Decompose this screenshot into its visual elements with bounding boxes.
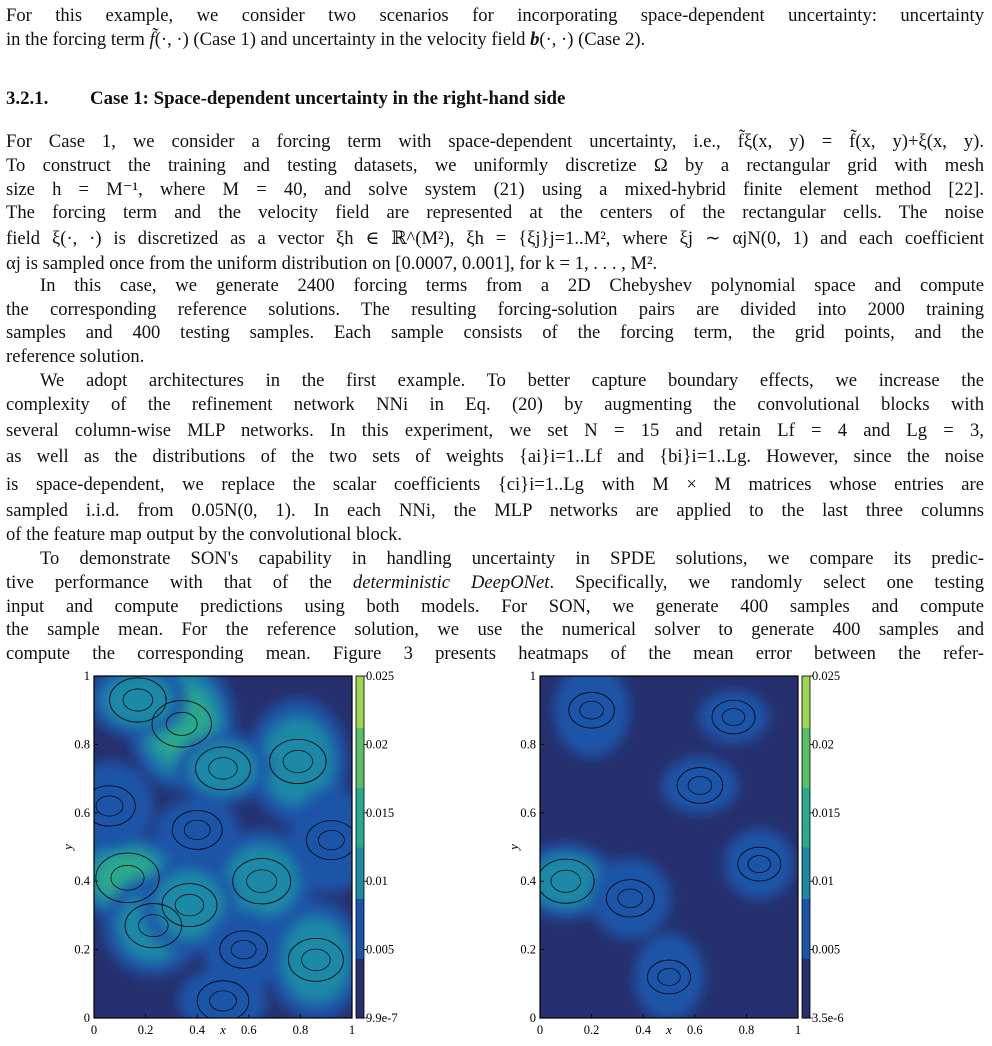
y-tick-label: 0.6: [74, 805, 90, 820]
colorbar-segment: [802, 744, 810, 753]
p1-line-1: For Case 1, we consider a forcing term with space-dependent uncertainty, i.e., f̃ξ(x, y) = f̃(x, y)+ξ(x, y).: [6, 131, 984, 152]
heatmap-hotspot: [102, 673, 173, 726]
figure-3-heatmaps: [0, 666, 992, 1046]
y-tick-label: 1: [83, 669, 90, 683]
p1-line-3: size h = M⁻¹, where M = 40, and solve system (21) using a mixed-hybrid finite element method [22].: [6, 179, 984, 200]
colorbar-segment: [356, 830, 364, 839]
x-tick-label: 0.2: [583, 1023, 600, 1037]
colorbar-segment: [356, 898, 364, 907]
colorbar-segment: [356, 924, 364, 933]
p2-line-3: samples and 400 testing samples. Each sample consists of the forcing term, the grid points, and the: [6, 322, 984, 343]
colorbar-segment: [356, 1009, 364, 1018]
colorbar-segment: [802, 1009, 810, 1018]
heatmap-hotspot: [699, 691, 769, 744]
colorbar-segment: [802, 856, 810, 865]
colorbar-segment: [802, 719, 810, 728]
x-tick-label: 0.6: [240, 1023, 257, 1037]
heatmap-hotspot: [634, 933, 704, 1021]
colorbar-segment: [356, 787, 364, 796]
intro-text: (·, ·) (Case 1) and uncertainty in the velocity field: [154, 29, 531, 50]
colorbar-segment: [802, 1001, 810, 1010]
p4-line-4: the sample mean. For the reference solution, we use the numerical solver to generate 400 samples and: [6, 619, 984, 640]
colorbar-segment: [356, 736, 364, 745]
colorbar-tick-label: 0.015: [812, 805, 841, 820]
colorbar-segment: [356, 702, 364, 711]
heatmap-hotspot: [590, 858, 670, 938]
colorbar-tick-label: 3.5e-6: [812, 1011, 844, 1025]
colorbar-tick-label: 0.02: [812, 737, 834, 752]
colorbar-segment: [802, 890, 810, 899]
colorbar-segment: [802, 924, 810, 933]
heatmap-right: [506, 666, 844, 1037]
colorbar-segment: [356, 744, 364, 753]
colorbar-segment: [356, 1001, 364, 1010]
p4-line-1: To demonstrate SON's capability in handling uncertainty in SPDE solutions, we compare its predic-: [40, 548, 984, 569]
colorbar-segment: [802, 796, 810, 805]
p4-text: . Specifically, we randomly select one testing: [549, 572, 984, 593]
p4-line-5: compute the corresponding mean. Figure 3 presents heatmaps of the mean error between the refer-: [6, 643, 984, 664]
x-tick-label: 0.6: [686, 1023, 703, 1037]
x-tick-label: 1: [348, 1023, 356, 1037]
colorbar-segment: [356, 967, 364, 976]
colorbar-segment: [802, 873, 810, 882]
colorbar-tick-label: 0.025: [366, 669, 395, 683]
heatmap-hotspot: [662, 757, 738, 814]
intro-text: in the forcing term: [6, 29, 150, 50]
colorbar-segment: [802, 762, 810, 771]
colorbar-segment: [802, 847, 810, 856]
colorbar-segment: [802, 933, 810, 942]
p1-line-6: αj is sampled once from the uniform distribution on [0.0007, 0.001], for k = 1, . . . , M².: [6, 253, 658, 274]
colorbar-segment: [356, 676, 364, 685]
colorbar-segment: [802, 727, 810, 736]
colorbar-segment: [356, 821, 364, 830]
colorbar-tick-label: 0.01: [812, 874, 834, 889]
colorbar-segment: [356, 770, 364, 779]
colorbar-segment: [802, 950, 810, 959]
p3-line-6: sampled i.i.d. from 0.05N(0, 1). In each NNi, the MLP networks are applied to the last three columns: [6, 500, 984, 521]
colorbar-segment: [802, 710, 810, 719]
colorbar-tick-label: 0.025: [812, 669, 841, 683]
y-tick-label: 0.8: [520, 737, 536, 752]
colorbar-segment: [802, 864, 810, 873]
colorbar-segment: [356, 856, 364, 865]
colorbar-segment: [802, 967, 810, 976]
y-tick-label: 0: [529, 1011, 536, 1025]
y-tick-label: 0.6: [520, 805, 536, 820]
colorbar-segment: [802, 813, 810, 822]
p1-line-2: To construct the training and testing datasets, we uniformly discretize Ω by a rectangular grid with mesh: [6, 155, 984, 176]
p2-line-2: the corresponding reference solutions. The resulting forcing-solution pairs are divided into 2000 training: [6, 299, 984, 320]
math-b: b: [530, 29, 540, 50]
heatmap-hotspot: [724, 829, 794, 899]
y-tick-label: 0.2: [74, 942, 90, 957]
p1-line-5: field ξ(·, ·) is discretized as a vector ξh ∈ ℝ^(M²), ξh = {ξj}j=1..M², where ξj ∼ αjN(0, 1) and each coefficient: [6, 228, 984, 249]
p4-emphasis: deterministic DeepONet: [352, 572, 550, 593]
colorbar-segment: [356, 950, 364, 959]
y-axis-label: y: [506, 844, 521, 850]
colorbar-segment: [356, 915, 364, 924]
colorbar-segment: [356, 719, 364, 728]
colorbar-segment: [356, 992, 364, 1001]
colorbar-segment: [356, 685, 364, 694]
colorbar-segment: [356, 958, 364, 967]
x-tick-label: 1: [794, 1023, 802, 1037]
y-tick-label: 1: [529, 669, 536, 683]
heatmap-hotspot: [189, 743, 258, 795]
p4-text: tive performance with that of the: [6, 572, 353, 593]
colorbar-segment: [802, 702, 810, 711]
colorbar-segment: [356, 693, 364, 702]
colorbar-segment: [356, 753, 364, 762]
y-tick-label: 0: [83, 1011, 90, 1025]
intro-line-1: For this example, we consider two scenarios for incorporating space-dependent uncertainty: uncertainty: [6, 5, 984, 26]
colorbar-segment: [802, 753, 810, 762]
colorbar-segment: [802, 736, 810, 745]
y-tick-label: 0.4: [74, 874, 90, 889]
p4-line-2: [6, 571, 984, 594]
x-tick-label: 0.8: [738, 1023, 755, 1037]
colorbar-segment: [356, 779, 364, 788]
heatmap-hotspot: [155, 798, 240, 862]
x-tick-label: 0.4: [189, 1023, 206, 1037]
colorbar-segment: [356, 813, 364, 822]
p3-line-1: We adopt architectures in the first example. To better capture boundary effects, we increase the: [40, 370, 984, 391]
colorbar-segment: [356, 907, 364, 916]
colorbar-segment: [802, 685, 810, 694]
colorbar-segment: [802, 898, 810, 907]
colorbar-segment: [802, 941, 810, 950]
colorbar-segment: [802, 975, 810, 984]
colorbar-segment: [802, 984, 810, 993]
y-tick-label: 0.4: [520, 874, 536, 889]
x-tick-label: 0.2: [137, 1023, 154, 1037]
colorbar-segment: [802, 915, 810, 924]
colorbar-segment: [356, 890, 364, 899]
intro-line-2: [6, 28, 984, 51]
section-number: 3.2.1.: [6, 88, 49, 109]
heatmap-left: [60, 666, 398, 1037]
x-axis-label: x: [220, 1022, 226, 1037]
x-axis-label: x: [666, 1022, 672, 1037]
colorbar-segment: [802, 838, 810, 847]
colorbar-segment: [802, 992, 810, 1001]
p2-line-1: In this case, we generate 2400 forcing terms from a 2D Chebyshev polynomial space and compute: [40, 275, 984, 296]
colorbar-segment: [356, 727, 364, 736]
colorbar-segment: [802, 907, 810, 916]
colorbar-segment: [802, 830, 810, 839]
heatmap-hotspot: [554, 666, 630, 757]
p4-line-3: input and compute predictions using both models. For SON, we generate 400 samples and compute: [6, 596, 984, 617]
colorbar-tick-label: 0.005: [366, 942, 395, 957]
colorbar-tick-label: 0.02: [366, 737, 388, 752]
heatmap-hotspot: [281, 917, 350, 1003]
colorbar-segment: [356, 933, 364, 942]
colorbar-segment: [802, 958, 810, 967]
section-heading: [6, 88, 565, 110]
x-tick-label: 0: [536, 1023, 544, 1037]
colorbar-segment: [356, 864, 364, 873]
colorbar-segment: [802, 770, 810, 779]
p3-line-5: is space-dependent, we replace the scalar coefficients {ci}i=1..Lg with M × M matrices whose entries are: [6, 474, 984, 495]
p2-line-4: reference solution.: [6, 346, 145, 367]
x-tick-label: 0.8: [292, 1023, 309, 1037]
colorbar-segment: [802, 787, 810, 796]
colorbar-tick-label: 9.9e-7: [366, 1011, 398, 1025]
section-title: Case 1: Space-dependent uncertainty in the right-hand side: [90, 88, 566, 109]
p3-line-7: of the feature map output by the convolutional block.: [6, 524, 403, 545]
colorbar-segment: [802, 779, 810, 788]
colorbar-segment: [356, 975, 364, 984]
y-axis-label: y: [60, 844, 75, 850]
intro-text: (·, ·) (Case 2).: [539, 29, 646, 50]
colorbar-segment: [356, 881, 364, 890]
colorbar-segment: [356, 762, 364, 771]
colorbar-segment: [356, 941, 364, 950]
colorbar-tick-label: 0.005: [812, 942, 841, 957]
math-f: f̃: [149, 29, 155, 50]
colorbar-segment: [356, 710, 364, 719]
p3-line-3: several column-wise MLP networks. In this experiment, we set N = 15 and retain Lf = 4 and Lg = 3,: [6, 420, 984, 441]
colorbar-segment: [356, 873, 364, 882]
p3-line-2: complexity of the refinement network NNi in Eq. (20) by augmenting the convolutional blocks with: [6, 394, 984, 415]
heatmap-hotspot: [203, 909, 283, 989]
x-tick-label: 0.4: [635, 1023, 652, 1037]
p3-line-4: as well as the distributions of the two sets of weights {ai}i=1..Lf and {bi}i=1..Lg. However, since the noise: [6, 446, 984, 467]
y-tick-label: 0.2: [520, 942, 536, 957]
y-tick-label: 0.8: [74, 737, 90, 752]
colorbar-segment: [802, 804, 810, 813]
colorbar-segment: [356, 796, 364, 805]
colorbar-segment: [356, 984, 364, 993]
colorbar-segment: [802, 693, 810, 702]
colorbar-tick-label: 0.015: [366, 805, 395, 820]
colorbar-segment: [356, 838, 364, 847]
colorbar-segment: [356, 847, 364, 856]
colorbar-segment: [802, 881, 810, 890]
colorbar-segment: [356, 804, 364, 813]
p1-line-4: The forcing term and the velocity field are represented at the centers of the rectangular cells. The noise: [6, 202, 984, 223]
colorbar-segment: [802, 676, 810, 685]
x-tick-label: 0: [90, 1023, 98, 1037]
colorbar-segment: [802, 821, 810, 830]
colorbar-tick-label: 0.01: [366, 874, 388, 889]
